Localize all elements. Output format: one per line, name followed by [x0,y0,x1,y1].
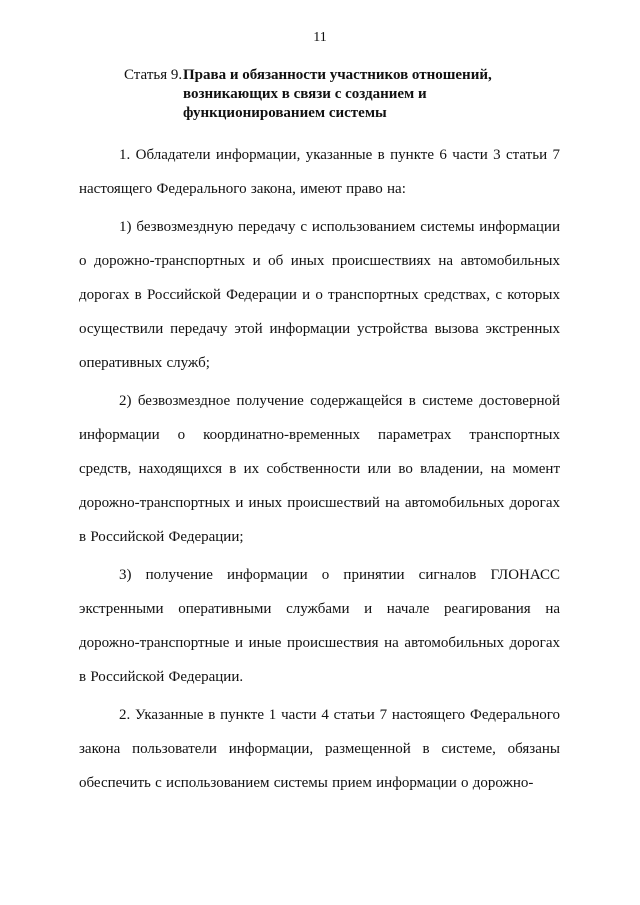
page-number: 11 [313,30,327,45]
paragraph-2: 2. Указанные в пункте 1 части 4 статьи 7 настоящего Федерального закона пользователи информации, размещенной в системе, обязаны обеспечить с использованием системы прием информации о дорожно- [79,707,560,791]
paragraph-1: 1. Обладатели информации, указанные в пункте 6 части 3 статьи 7 настоящего Федерального закона, имеют право на: [79,147,560,197]
article-body [79,138,560,800]
paragraph-1-item-3: 3) получение информации о принятии сигналов ГЛОНАСС экстренными оперативными службами и начале реагирования на дорожно-транспортные и иные происшествия на автомобильных дорогах в Российской Федерации. [79,567,560,685]
paragraph-1-item-1: 1) безвозмездную передачу с использованием системы информации о дорожно-транспортных и об иных происшествиях на автомобильных дорогах в Российской Федерации и о транспортных средствах, с которых осуществили передачу этой информации устройства вызова экстренных оперативных служб; [79,219,560,371]
article-header [124,66,564,123]
paragraph-1-item-2: 2) безвозмездное получение содержащейся в системе достоверной информации о координатно-временных параметрах транспортных средств, находящихся в их собственности или во владении, на момент дорожно-транспортных и иных происшествий на автомобильных дорогах в Российской Федерации; [79,393,560,545]
article-label: Статья 9. [124,67,183,83]
article-title: Права и обязанности участников отношений, возникающих в связи с созданием и функционированием системы [183,67,492,121]
